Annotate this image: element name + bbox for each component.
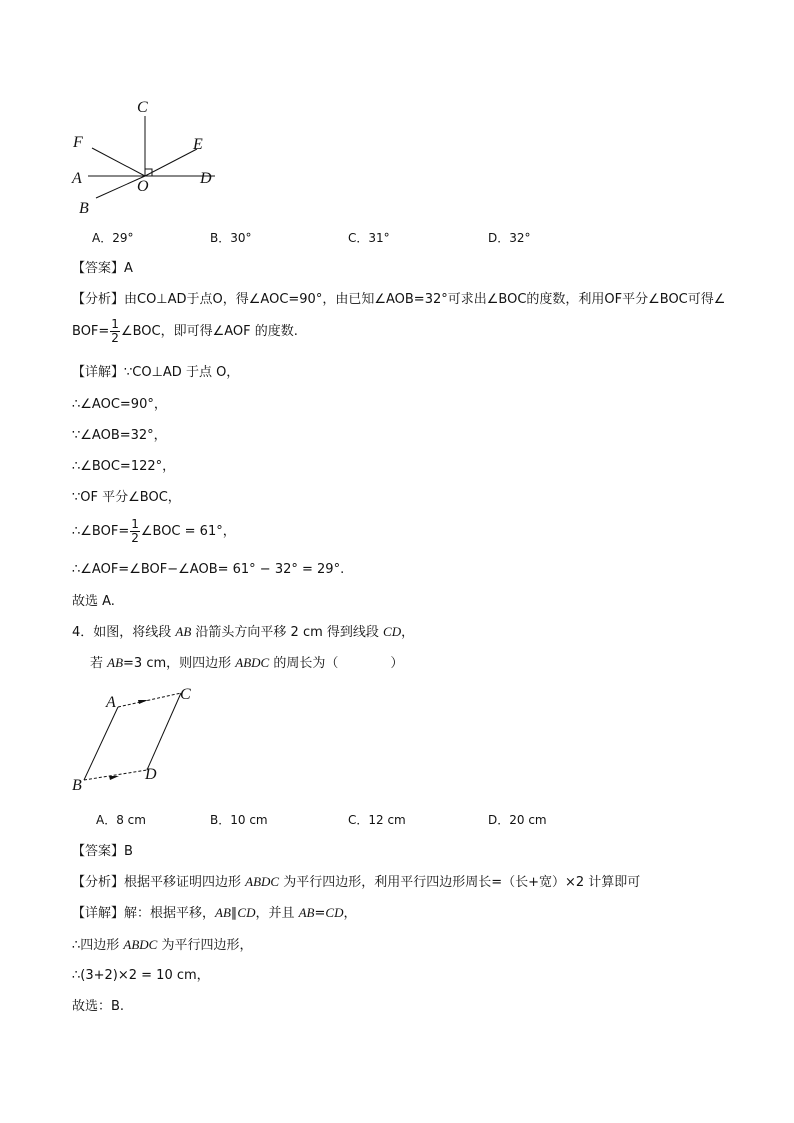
q4-detail-text: ∴四边形 (72, 938, 124, 953)
q3-analysis-rest: ∠BOC，即可得∠AOF 的度数. (120, 324, 298, 339)
q4-answer: 【答案】B (72, 844, 133, 859)
arrow-icon (138, 700, 148, 704)
segment-cd: CD (383, 624, 402, 639)
q3-analysis-line2 (72, 318, 298, 345)
segment-cd: CD (325, 905, 344, 920)
q4-option-a: A．8 cm (96, 813, 146, 827)
segment-ab: AB (298, 905, 315, 920)
arrow-icon (109, 776, 119, 780)
q4-title-line2 (90, 654, 403, 673)
half-fraction (110, 318, 120, 345)
angle-figure (60, 92, 230, 220)
q4-option-b: B．10 cm (210, 813, 268, 827)
q4-detail-2 (72, 936, 253, 955)
q3-option-a: A．29° (92, 231, 134, 245)
q3-detail-7: ∴∠AOF=∠BOF−∠AOB= 61° − 32° = 29°. (72, 562, 345, 577)
q4-detail-text: 为平行四边形， (157, 938, 253, 953)
q4-detail-3: ∴(3+2)×2 = 10 cm， (72, 968, 210, 983)
q4-analysis (72, 873, 640, 892)
label-a: A (106, 694, 116, 711)
label-b: B (72, 777, 82, 794)
q4-title-text: =3 cm，则四边形 (123, 656, 236, 671)
segment-ab: AB (175, 624, 192, 639)
translation-figure (64, 682, 204, 794)
q3-analysis-line1: 【分析】由CO⊥AD于点O，得∠AOC=90°，由已知∠AOB=32°可求出∠BOC的度数，利用OF平分∠BOC可得∠ (72, 292, 726, 307)
q4-detail-1 (72, 904, 356, 923)
q3-option-c: C．31° (348, 231, 390, 245)
q4-detail-text: ∥ (230, 906, 238, 921)
label-o: O (137, 178, 149, 195)
q4-detail-text: ， (343, 906, 357, 921)
q3-detail-6-post: ∠BOC = 61°， (140, 524, 236, 539)
q4-title-text: 若 (90, 656, 108, 671)
q4-title-text: ， (401, 625, 415, 640)
half-fraction (130, 518, 140, 545)
q4-title-text: 沿箭头方向平移 2 cm 得到线段 (191, 625, 384, 640)
fraction-numerator: 1 (131, 517, 139, 531)
segment-cd: CD (237, 905, 256, 920)
quadrilateral-abdc: ABDC (123, 937, 158, 952)
q3-detail-5: ∵OF 平分∠BOC， (72, 490, 181, 505)
quadrilateral-abdc: ABDC (235, 655, 270, 670)
q4-title-line1 (72, 623, 414, 642)
q4-detail-text: 【详解】解：根据平移， (72, 906, 216, 921)
label-d: D (145, 766, 157, 783)
label-a: A (72, 170, 82, 187)
q4-detail-text: = (314, 906, 326, 921)
q4-option-c: C．12 cm (348, 813, 406, 827)
label-b: B (79, 200, 89, 217)
q4-detail-text: ，并且 (255, 906, 299, 921)
q4-analysis-text: 为平行四边形，利用平行四边形周长=（长+宽）×2 计算即可 (279, 875, 641, 890)
label-d: D (200, 170, 212, 187)
q3-analysis-bof: BOF= (72, 324, 110, 339)
q3-detail-6-pre: ∴∠BOF= (72, 524, 130, 539)
fraction-denominator: 2 (111, 331, 119, 345)
segment-ab: AB (215, 905, 231, 920)
q3-detail-2: ∴∠AOC=90°， (72, 397, 167, 412)
label-c: C (137, 99, 148, 116)
q3-option-b: B．30° (210, 231, 252, 245)
q3-answer: 【答案】A (72, 261, 133, 276)
segment-ab: AB (107, 655, 124, 670)
quadrilateral-abdc: ABDC (245, 874, 280, 889)
q4-title-text: 4．如图，将线段 (72, 625, 176, 640)
q3-detail-6 (72, 518, 236, 545)
label-c: C (180, 686, 191, 703)
q3-detail-4: ∴∠BOC=122°， (72, 459, 176, 474)
label-f: F (73, 134, 83, 151)
q4-option-d: D．20 cm (488, 813, 547, 827)
q4-title-text: 的周长为（ ） (269, 656, 404, 671)
q3-detail-3: ∵∠AOB=32°， (72, 428, 167, 443)
q4-detail-4: 故选：B. (72, 999, 125, 1014)
label-e: E (193, 136, 203, 153)
q3-detail-8: 故选 A. (72, 594, 115, 609)
q4-analysis-text: 【分析】根据平移证明四边形 (72, 875, 246, 890)
fraction-denominator: 2 (131, 531, 139, 545)
q3-option-d: D．32° (488, 231, 531, 245)
fraction-numerator: 1 (111, 317, 119, 331)
q3-detail-1: 【详解】∵CO⊥AD 于点 O， (72, 365, 240, 380)
